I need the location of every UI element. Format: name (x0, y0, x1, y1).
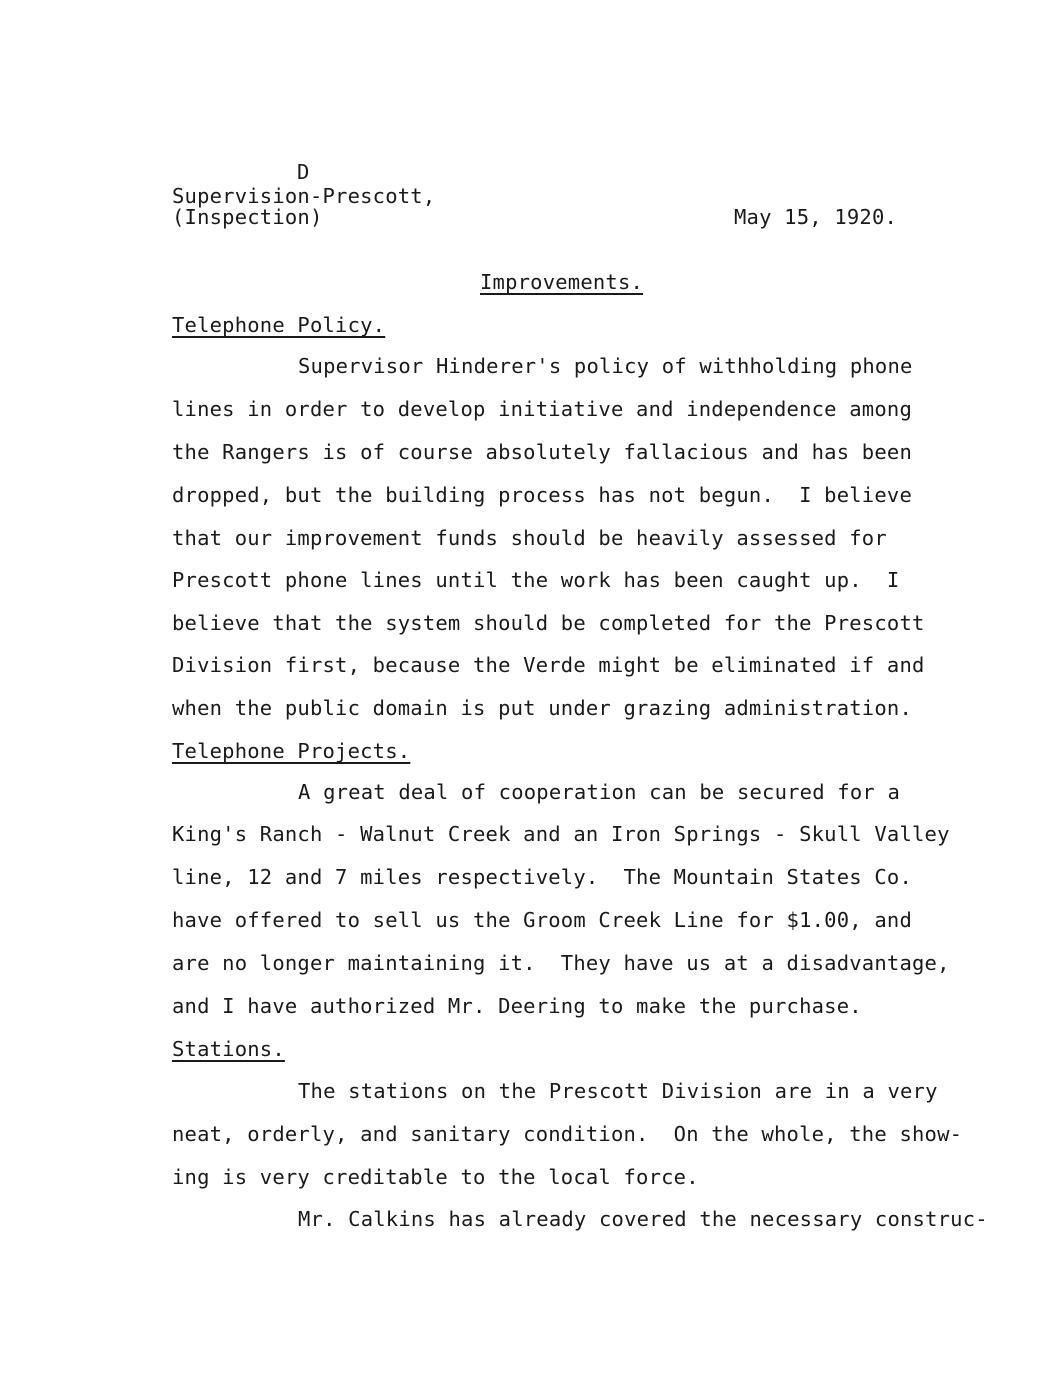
paragraph-line: Mr. Calkins has already covered the necessary construc- (298, 1207, 988, 1231)
paragraph-line: and I have authorized Mr. Deering to make the purchase. (172, 994, 862, 1018)
section-heading-stations: Stations. (172, 1037, 285, 1061)
paragraph-line: believe that the system should be completed for the Prescott (172, 611, 925, 635)
paragraph-line: dropped, but the building process has not begun. I believe (172, 483, 912, 507)
date-line: May 15, 1920. (734, 205, 898, 229)
paragraph-line: A great deal of cooperation can be secured for a (298, 780, 901, 804)
paragraph-line: ing is very creditable to the local force. (172, 1165, 699, 1189)
paragraph-line: have offered to sell us the Groom Creek Line for $1.00, and (172, 908, 912, 932)
paragraph-line: The stations on the Prescott Division are in a very (298, 1079, 938, 1103)
file-code: D (297, 160, 310, 184)
paragraph-line: Supervisor Hinderer's policy of withholding phone (298, 354, 913, 378)
section-heading-telephone-policy: Telephone Policy. (172, 313, 386, 337)
paragraph-line: the Rangers is of course absolutely fallacious and has been (172, 440, 912, 464)
section-heading-telephone-projects: Telephone Projects. (172, 739, 411, 763)
paragraph-line: Prescott phone lines until the work has been caught up. I (172, 568, 900, 592)
paragraph-line: King's Ranch - Walnut Creek and an Iron Springs - Skull Valley (172, 822, 950, 846)
document-title: Improvements. (480, 270, 644, 294)
paragraph-line: neat, orderly, and sanitary condition. On the whole, the show- (172, 1122, 963, 1146)
paragraph-line: Division first, because the Verde might be eliminated if and (172, 653, 925, 677)
paragraph-line: are no longer maintaining it. They have us at a disadvantage, (172, 951, 950, 975)
category-line: (Inspection) (172, 205, 323, 229)
paragraph-line: line, 12 and 7 miles respectively. The Mountain States Co. (172, 865, 912, 889)
paragraph-line: when the public domain is put under grazing administration. (172, 696, 912, 720)
paragraph-line: lines in order to develop initiative and independence among (172, 397, 912, 421)
paragraph-line: that our improvement funds should be heavily assessed for (172, 526, 887, 550)
subject-line: Supervision-Prescott, (172, 184, 436, 208)
